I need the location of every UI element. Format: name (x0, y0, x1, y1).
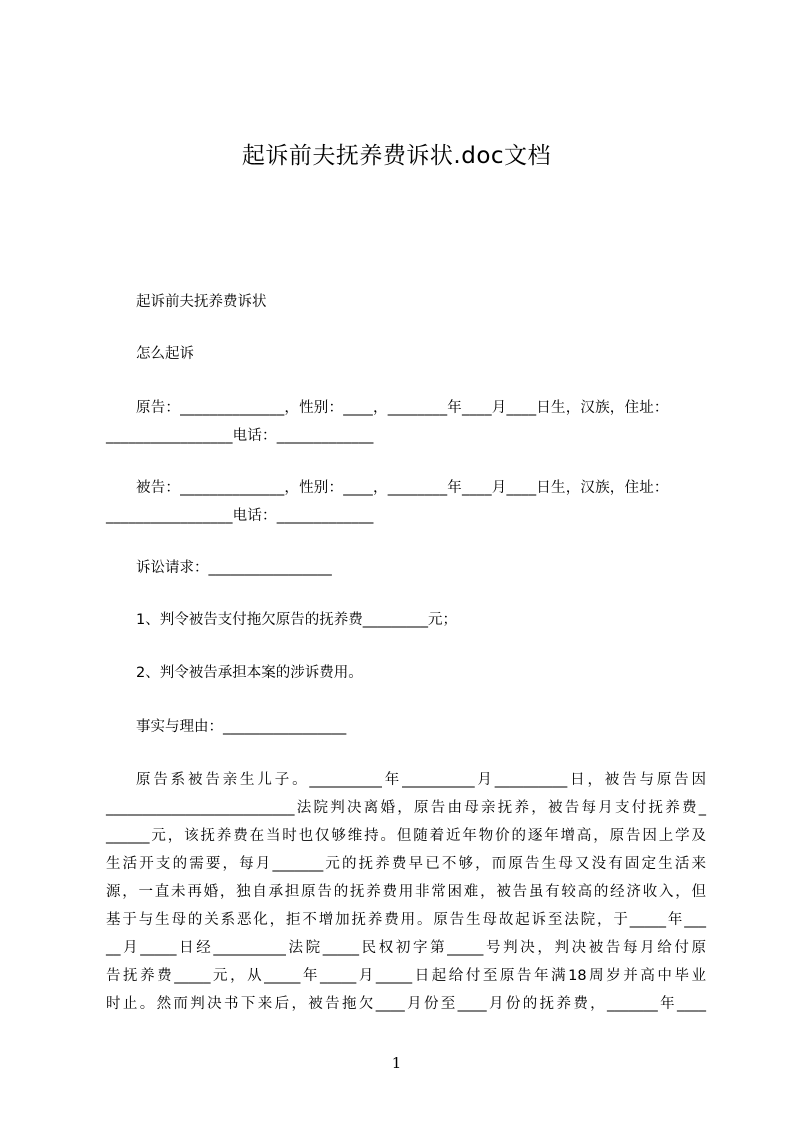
facts-line: 告抚养费_____元，从_____年_____月_____日起给付至原告年满18周岁并高中毕业 (106, 968, 706, 984)
facts-line: 基于与生母的关系恶化，拒不增加抚养费用。原告生母故起诉至法院，于_____年___ (106, 912, 706, 928)
plaintiff-paragraph: 原告：______________，性别：____，________年____月____日生，汉族，住址：_________________电话：_____________ (106, 400, 669, 444)
facts-line: ______元，该抚养费在当时也仅够维持。但随着近年物价的逐年增高，原告因上学及 (106, 828, 706, 844)
facts-label-paragraph: 事实与理由：_________________ (136, 719, 347, 735)
facts-line: 时止。然而判决书下来后，被告拖欠____月份至____月份的抚养费，_______年____ (106, 996, 706, 1012)
facts-line: __________________________法院判决离婚，原告由母亲抚养，被告每月支付抚养费_ (106, 800, 706, 816)
facts-line: 生活开支的需要，每月_______元的抚养费早已不够，而原告生母又没有固定生活来 (106, 856, 706, 872)
claims-label-paragraph: 诉讼请求：_________________ (136, 560, 332, 576)
defendant-paragraph: 被告：______________，性别：____，________年____月____日生，汉族，住址：_________________电话：_____________ (106, 480, 669, 524)
page-number: 1 (391, 1054, 402, 1072)
claim-2-paragraph: 2、判令被告承担本案的涉诉费用。 (136, 665, 363, 681)
facts-line: 原告系被告亲生儿子。__________年__________月__________日，被告与原告因 (136, 772, 706, 788)
facts-line: 源，一直未再婚，独自承担原告的抚养费用非常困难，被告虽有较高的经济收入，但 (106, 884, 706, 900)
facts-line: __月_____日经__________法院_____民权初字第_____号判决，判决被告每月给付原 (106, 940, 706, 956)
document-title: 起诉前夫抚养费诉状.doc文档 (241, 143, 552, 169)
how-to-sue-paragraph: 怎么起诉 (136, 346, 194, 362)
claim-1-paragraph: 1、判令被告支付拖欠原告的抚养费_________元； (136, 612, 457, 628)
heading-paragraph: 起诉前夫抚养费诉状 (136, 294, 267, 310)
